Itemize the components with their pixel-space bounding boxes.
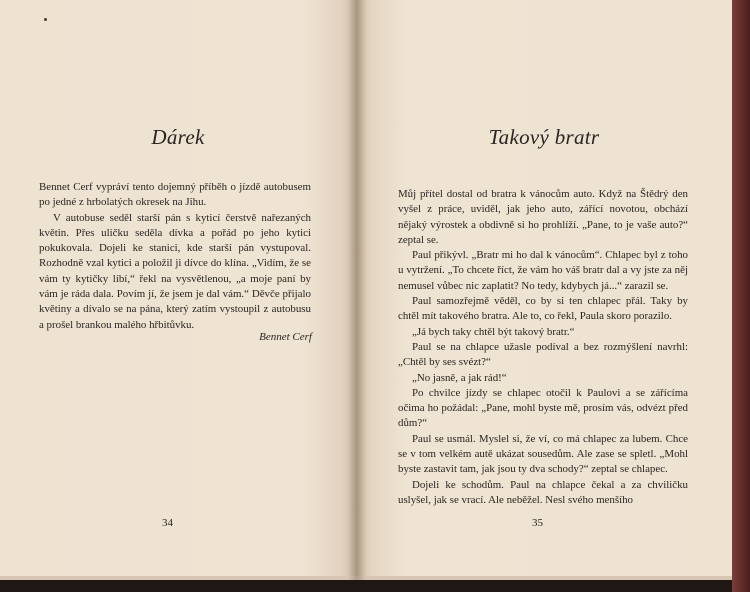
right-paragraph-4: „Já bych taky chtěl být takový bratr.“ [412, 325, 575, 338]
book-spine [348, 0, 366, 580]
right-page-number: 35 [532, 517, 543, 529]
right-paragraph-6: „No jasně, a jak rád!“ [412, 371, 507, 384]
book-cover-edge [732, 0, 750, 592]
right-paragraph-1: Můj přítel dostal od bratra k vánocům auto. Když na Štědrý den vyšel z práce, uviděl, jak jeho auto, zářící novotou, obchází nějaký výrostek a obdivně si ho prohlíží. „Pane, to je vaše auto?“ zeptal se. [398, 188, 688, 246]
left-page-title: Dárek [151, 125, 205, 149]
right-page-body [398, 187, 688, 508]
right-paragraph-7: Po chvilce jízdy se chlapec otočil k Paulovi a se zářícíma očima ho požádal: „Pane, mohl byste mě, prosím vás, odvézt před dům?“ [398, 386, 688, 430]
left-paragraph-1: Bennet Cerf vypráví tento dojemný příběh o jízdě autobusem po jedné z hrbolatých okresek na Jihu. [39, 181, 311, 209]
ink-fleck [44, 18, 47, 21]
right-page-title: Takový bratr [488, 125, 600, 149]
left-page-number: 34 [162, 517, 173, 529]
right-paragraph-9: Dojeli ke schodům. Paul na chlapce čekal a za chviličku uslyšel, jak se vrací. Ale neběžel. Nesl svého menšího [398, 478, 688, 506]
right-paragraph-5: Paul se na chlapce užasle podíval a bez rozmýšlení navrhl: „Chtěl by ses svézt?“ [398, 340, 688, 369]
right-paragraph-3: Paul samozřejmě věděl, co by si ten chlapec přál. Taky by chtěl mít takového bratra. Ale to, co řekl, Paula skoro porazilo. [398, 295, 688, 323]
author-signature: Bennet Cerf [259, 331, 312, 343]
right-paragraph-2: Paul přikývl. „Bratr mi ho dal k vánocům“. Chlapec byl z toho u vytržení. „To chcete říct, že vám ho váš bratr dal a vy jste za něj nemusel vůbec nic zaplatit? No tedy, kdybych já...“ zarazil se. [398, 249, 688, 292]
right-paragraph-8: Paul se usmál. Myslel si, že ví, co má chlapec za lubem. Chce se v tom velkém autě ukázat sousedům. Ale zase se spletl. „Mohl byste zastavit tam, jak jsou ty dva schody?“ zeptal se chlapec. [398, 432, 688, 476]
left-paragraph-2: V autobuse seděl starší pán s kyticí čerstvě nařezaných květin. Přes uličku seděla dívka a pořád po jeho kytici pokukovala. Dojeli ke stanici, kde starší pán vystupoval. Rozhodně vzal kytici a položil ji dívce do klína. „Vidím, že se vám ty kytičky líbí,“ řekl na vysvětlenou, „a moje paní by vám je ráda dala. Povím jí, že jsem je dal vám.“ Děvče přijalo květiny a dívalo se na pána, který zatím vystoupil z autobusu a prošel brankou malého hřbitůvku. [39, 211, 311, 331]
left-page [0, 0, 356, 580]
right-page [356, 0, 732, 580]
left-page-body [39, 180, 311, 333]
